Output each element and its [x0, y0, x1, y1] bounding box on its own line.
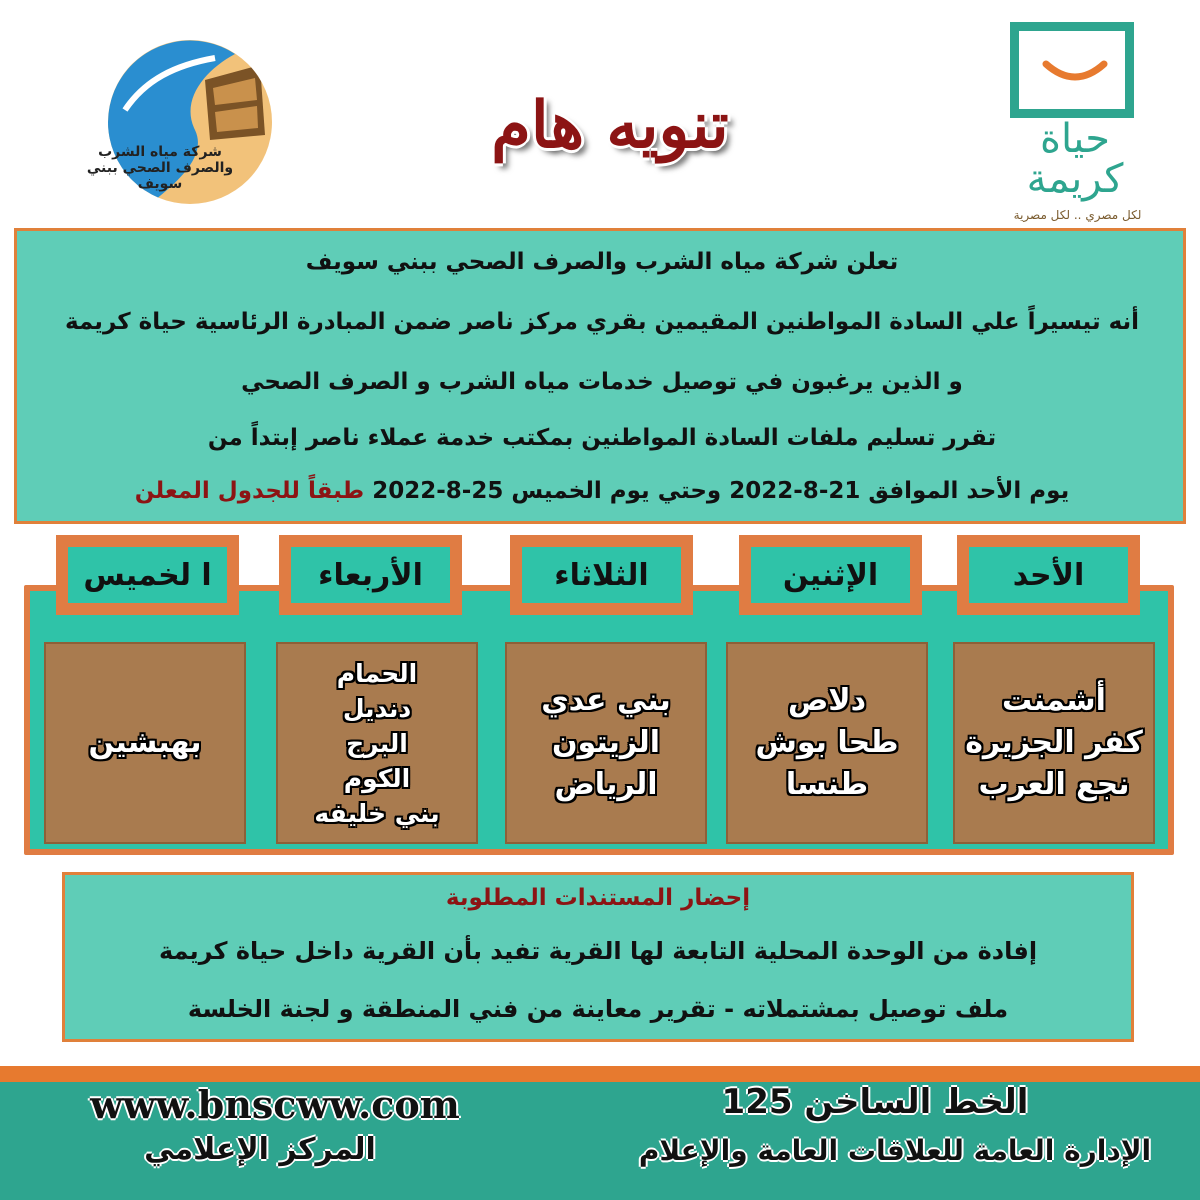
day-tab-thursday — [56, 535, 239, 615]
announcement-line: تقرر تسليم ملفات السادة المواطنين بمكتب خدمة عملاء ناصر إبتداً من — [207, 425, 997, 451]
announcement-line: أنه تيسيراً علي السادة المواطنين المقيمين بقري مركز ناصر ضمن المبادرة الرئاسية حياة كريمة — [64, 309, 1140, 335]
documents-line: إفادة من الوحدة المحلية التابعة لها القرية تفيد بأن القرية داخل حياة كريمة — [158, 937, 1038, 965]
villages-monday — [726, 642, 928, 844]
day-tab-wednesday — [279, 535, 462, 615]
day-label: الأحد — [969, 547, 1128, 603]
day-label: الأربعاء — [291, 547, 450, 603]
day-label: ا لخميس — [68, 547, 227, 603]
water-company-logo — [85, 40, 295, 210]
village-name: أشمنت — [1002, 683, 1106, 718]
day-tab-monday — [739, 535, 922, 615]
village-name: دلاص — [787, 683, 867, 718]
village-name: طنسا — [785, 767, 869, 802]
village-name: بهبشين — [88, 725, 202, 760]
day-label: الثلاثاء — [522, 547, 681, 603]
announcement-box — [14, 228, 1186, 524]
haya-logo-tagline: لكل مصري .. لكل مصرية — [1013, 208, 1142, 222]
villages-sunday — [953, 642, 1155, 844]
villages-thursday — [44, 642, 246, 844]
announcement-schedule-note: طبقاً للجدول المعلن — [134, 478, 365, 504]
documents-line: ملف توصيل بمشتملاته - تقرير معاينة من فني المنطقة و لجنة الخلسة — [187, 995, 1009, 1023]
pr-department-text: الإدارة العامة للعلاقات العامة والإعلام — [638, 1134, 1152, 1167]
villages-tuesday — [505, 642, 707, 844]
haya-logo-line2: كريمة — [1026, 156, 1124, 202]
website-link[interactable]: www.bnscww.com — [90, 1082, 460, 1127]
village-name: بني عدي — [541, 683, 671, 718]
media-center-text: المركز الإعلامي — [144, 1132, 376, 1167]
announcement-line: و الذين يرغبون في توصيل خدمات مياه الشرب و الصرف الصحي — [241, 369, 963, 395]
footer-stripe — [0, 1066, 1200, 1082]
announcement-line: تعلن شركة مياه الشرب والصرف الصحي ببني سويف — [305, 249, 899, 275]
water-logo-line2: والصرف الصحي ببني سويف — [86, 160, 234, 192]
required-documents-box — [62, 872, 1134, 1042]
haya-logo-line1: حياة — [1040, 116, 1110, 162]
hotline-text: الخط الساخن 125 — [721, 1082, 1029, 1122]
announcement-date-line — [37, 478, 1167, 504]
water-logo-line1: شركة مياه الشرب — [98, 144, 222, 160]
village-name: البرج — [346, 728, 408, 758]
smile-icon — [1040, 58, 1110, 88]
village-name: بني خليفه — [314, 798, 440, 828]
village-name: نجع العرب — [978, 767, 1130, 802]
announcement-dates: يوم الأحد الموافق 21-8-2022 وحتي يوم الخميس 25-8-2022 — [372, 478, 1070, 504]
village-name: الكوم — [343, 763, 411, 793]
day-tab-sunday — [957, 535, 1140, 615]
village-name: الرياض — [554, 767, 658, 802]
village-name: الحمام — [336, 658, 418, 688]
village-name: كفر الجزيرة — [965, 725, 1143, 760]
documents-title: إحضار المستندات المطلوبة — [445, 885, 751, 911]
village-name: الزيتون — [551, 725, 661, 760]
villages-wednesday — [276, 642, 478, 844]
village-name: دنديل — [342, 693, 412, 723]
village-name: طحا بوش — [755, 725, 899, 760]
page-title: تنويه هام — [491, 87, 729, 163]
day-tab-tuesday — [510, 535, 693, 615]
day-label: الإثنين — [751, 547, 910, 603]
